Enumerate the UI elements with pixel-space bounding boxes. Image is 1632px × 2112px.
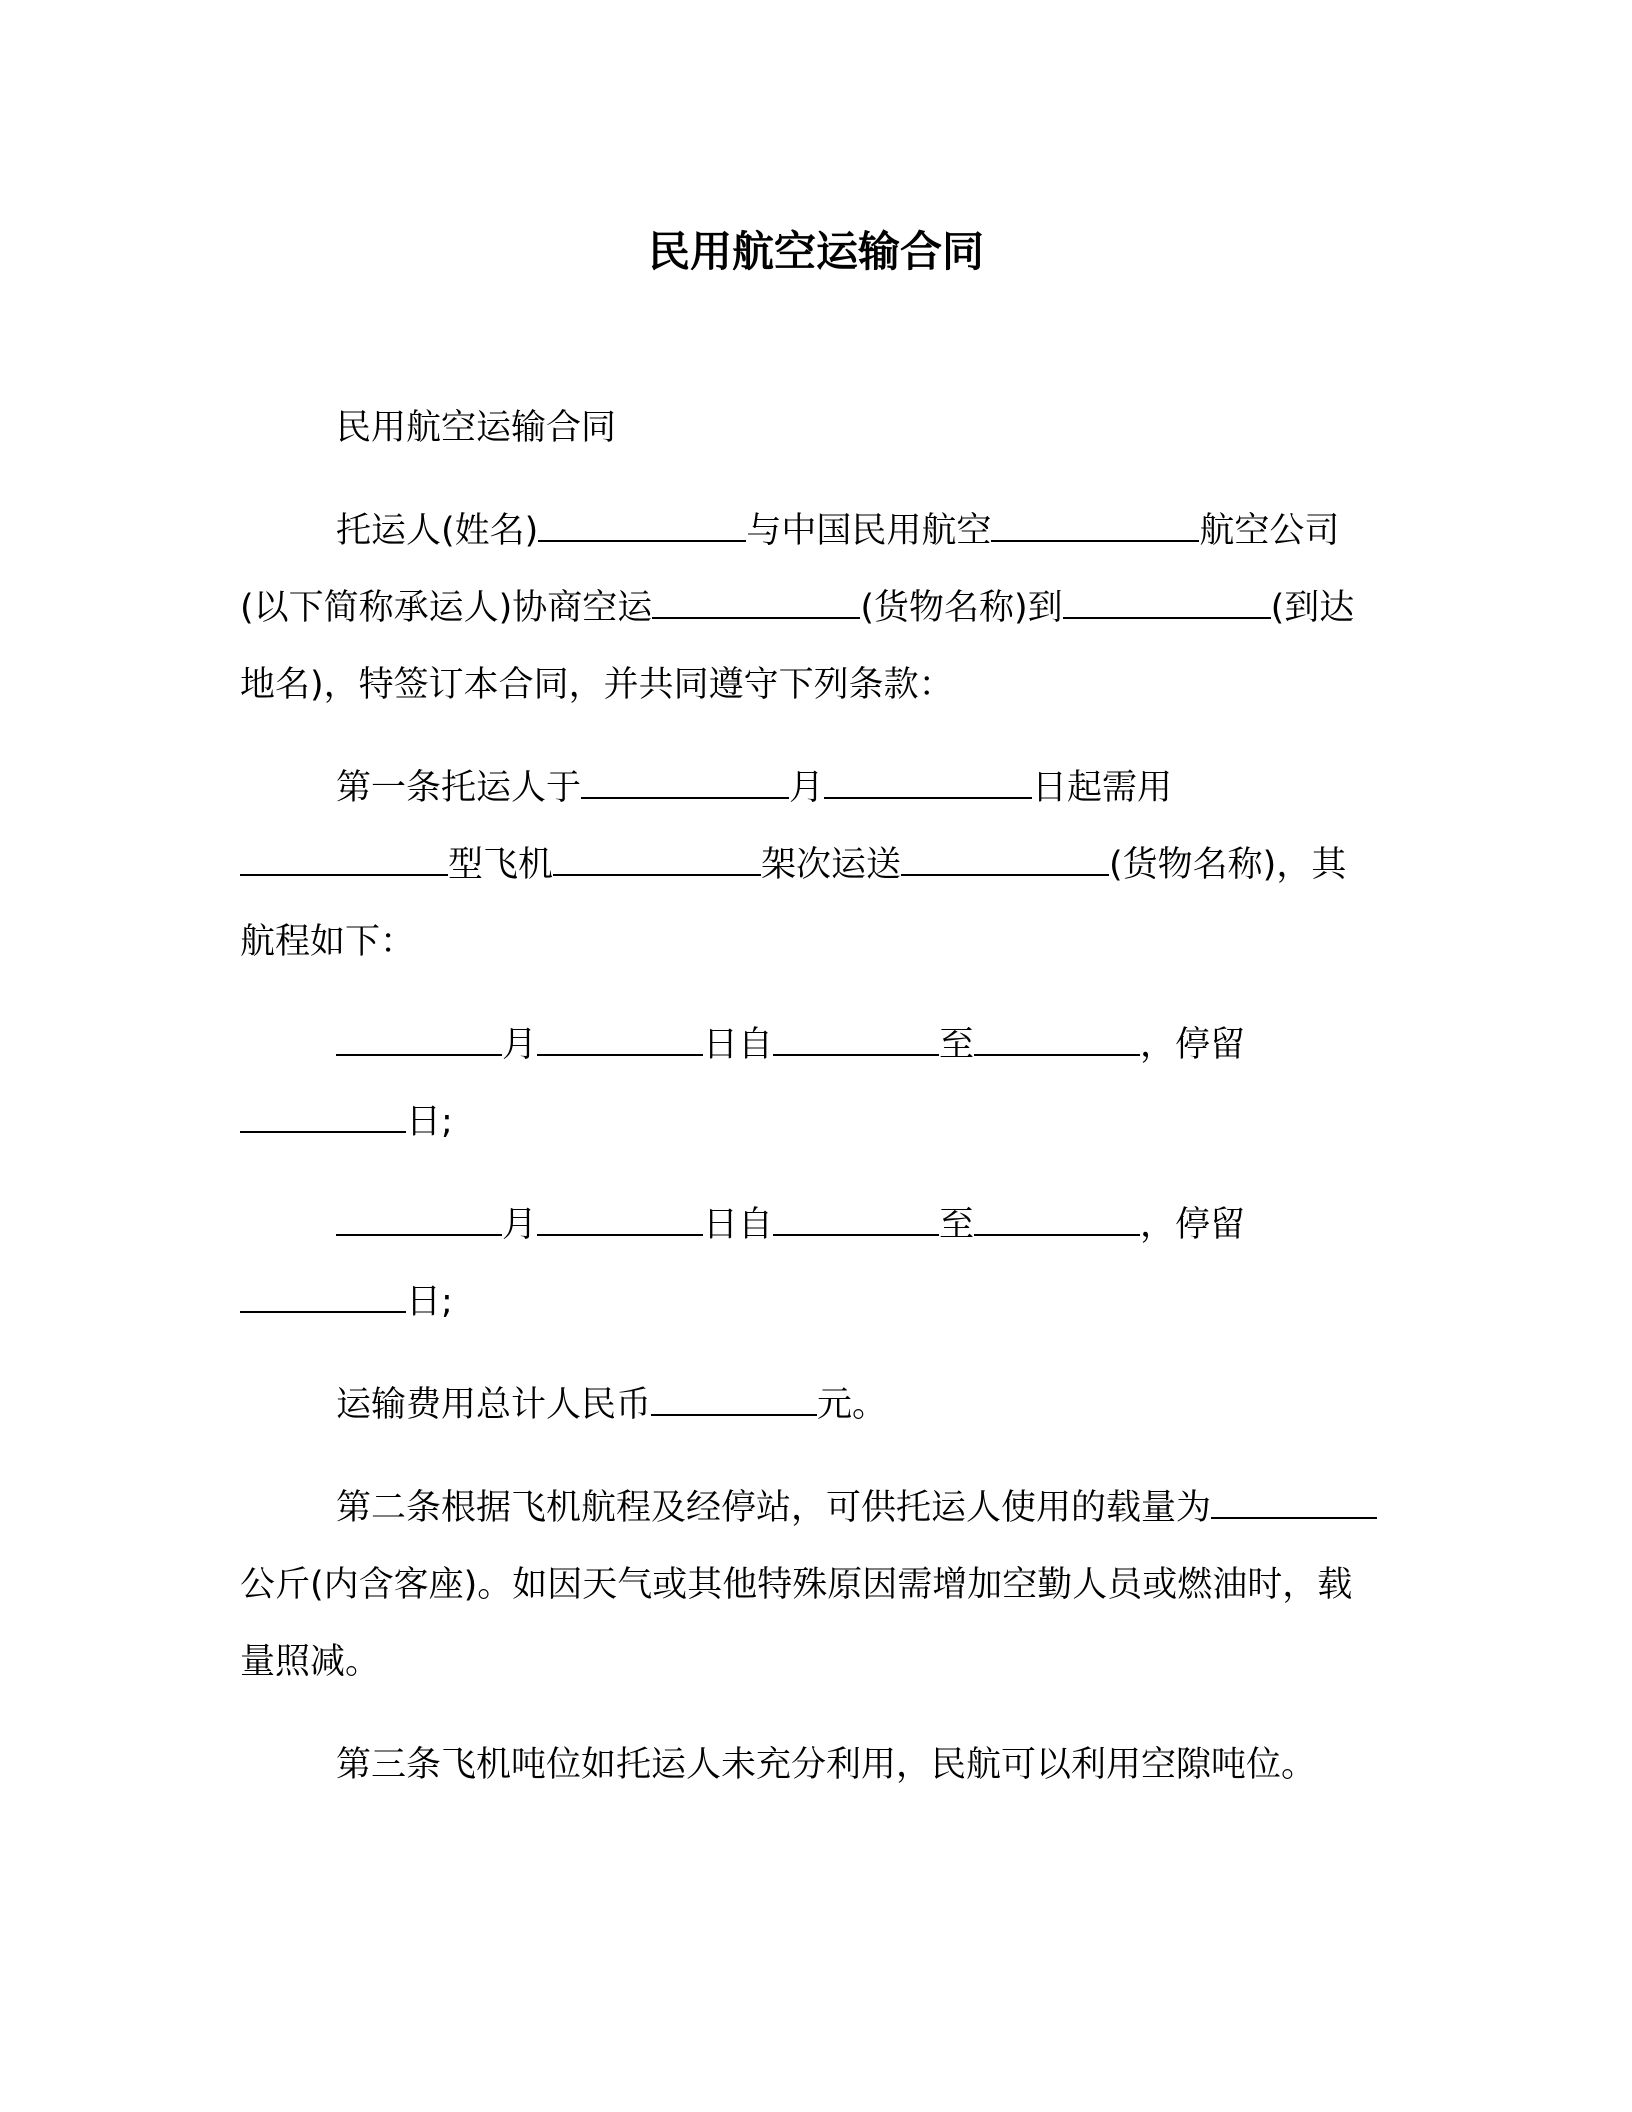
fill-in-blank [991,509,1199,543]
fill-in-blank [537,1203,703,1237]
fill-in-blank [773,1203,939,1237]
paragraph-text: 日自 [703,1025,774,1065]
paragraph-text: 日自 [703,1205,774,1245]
paragraph-text: 民用航空运输合同 [336,408,617,448]
paragraph-text: 架次运送 [761,845,902,885]
paragraph-text: 至 [939,1205,975,1245]
fill-in-blank [553,843,761,877]
fill-in-blank [652,586,860,620]
fill-in-blank [336,1023,502,1057]
paragraph-p3 [240,1007,1380,1161]
paragraph-text: ，停留 [1140,1025,1246,1065]
paragraph-text: 第二条根据飞机航程及经停站，可供托运人使用的载量为 [336,1488,1212,1528]
paragraph-text: 至 [939,1025,975,1065]
paragraph-text: 运输费用总计人民币 [336,1385,652,1425]
fill-in-blank [581,766,789,800]
fill-in-blank [240,1100,406,1134]
fill-in-blank [824,766,1032,800]
paragraph-p1 [240,493,1380,724]
paragraph-text: 航空公司(以下简称承运人)协商空运 [240,511,1340,628]
paragraph-text: 元。 [817,1385,888,1425]
fill-in-blank [240,1280,406,1314]
fill-in-blank [538,509,746,543]
document-title: 民用航空运输合同 [647,227,984,276]
paragraph-text: 第一条托运人于 [336,768,582,808]
fill-in-blank [1063,586,1271,620]
paragraph-text: 托运人(姓名) [336,511,539,551]
paragraph-p2 [240,750,1380,981]
fill-in-blank [537,1023,703,1057]
paragraph-text: 与中国民用航空 [746,511,992,551]
paragraph-p0 [240,390,1380,467]
paragraph-text: 月 [502,1205,538,1245]
paragraph-text: 公斤(内含客座)。如因天气或其他特殊原因需增加空勤人员或燃油时，载量照减。 [240,1565,1353,1682]
paragraph-text: 日起需用 [1032,768,1173,808]
paragraph-text: (到达地名)，特签订本合同，并共同遵守下列条款： [240,588,1355,705]
paragraph-text: (货物名称)，其航程如下： [240,845,1347,962]
paragraph-text: (货物名称)到 [860,588,1063,628]
fill-in-blank [240,843,448,877]
fill-in-blank [974,1023,1140,1057]
paragraph-p5 [240,1367,1380,1444]
fill-in-blank [901,843,1109,877]
paragraph-p4 [240,1187,1380,1341]
paragraph-text: 月 [789,768,825,808]
fill-in-blank [651,1383,817,1417]
paragraph-text: 第三条飞机吨位如托运人未充分利用，民航可以利用空隙吨位。 [336,1745,1317,1785]
paragraph-text: 月 [502,1025,538,1065]
paragraph-text: 日; [406,1102,453,1142]
paragraph-text: ，停留 [1140,1205,1246,1245]
paragraph-p7 [240,1727,1380,1804]
paragraph-text: 日; [406,1282,453,1322]
paragraph-text: 型飞机 [448,845,554,885]
document-body [240,390,1380,1830]
fill-in-blank [1211,1486,1377,1520]
fill-in-blank [336,1203,502,1237]
paragraph-p6 [240,1470,1380,1701]
fill-in-blank [974,1203,1140,1237]
fill-in-blank [773,1023,939,1057]
